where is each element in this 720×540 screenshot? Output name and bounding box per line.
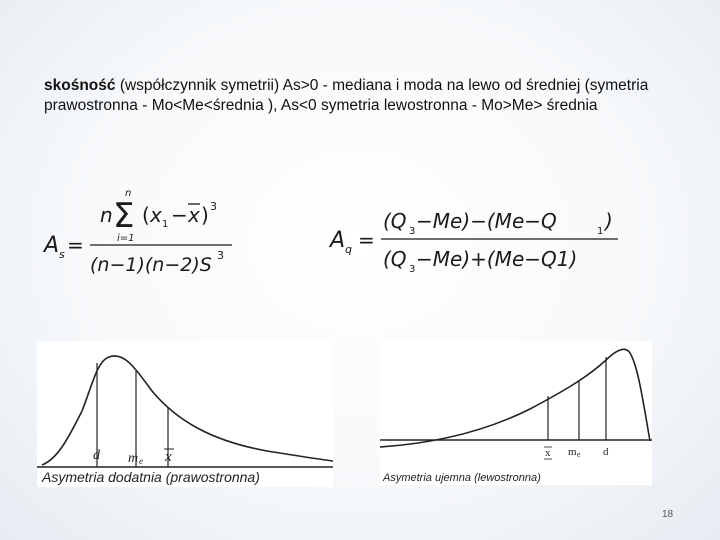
formula-as xyxy=(40,180,240,280)
svg-text:=: = xyxy=(358,228,375,252)
graph-left-skew xyxy=(380,341,652,485)
as-exp: 3 xyxy=(210,200,217,213)
as-x1-sub: 1 xyxy=(162,219,169,230)
label-d: d xyxy=(603,446,609,458)
description-body: (współczynnik symetrii) As>0 - mediana i moda na lewo od średniej (symetria prawostronna - Mo<Me<średnia ), As<0 symetria lewostronna - Mo>Me> średnia xyxy=(44,77,649,114)
sigma-symbol: Σ xyxy=(113,196,135,236)
aq-lhs: A xyxy=(330,228,346,253)
aq-den-sub3: 3 xyxy=(409,264,416,275)
label-d: d xyxy=(93,448,100,463)
as-den-exp: 3 xyxy=(217,249,224,262)
aq-num-q3: (Q xyxy=(383,209,407,233)
as-sum-top: n xyxy=(125,188,132,199)
label-me: m xyxy=(568,446,577,458)
aq-num-end: ) xyxy=(605,209,613,233)
density-curve-right-skew xyxy=(42,356,333,465)
as-denominator: (n−1)(n−2)S xyxy=(90,254,212,276)
as-x1: x xyxy=(150,203,162,227)
term-skewness: skośność xyxy=(44,77,116,94)
as-sum-bottom: i=1 xyxy=(117,233,135,244)
aq-den-rest: −Me)+(Me−Q1) xyxy=(416,247,578,271)
as-xbar: x xyxy=(188,203,200,227)
as-n: n xyxy=(100,203,113,227)
svg-text:(: ( xyxy=(142,203,150,227)
page-number: 18 xyxy=(662,509,674,520)
aq-num-sub1: 1 xyxy=(597,226,604,237)
density-curve-left-skew xyxy=(380,349,650,447)
caption-left-skew: Asymetria ujemna (lewostronna) xyxy=(383,472,541,484)
description-text xyxy=(44,76,654,116)
aq-den-q3: (Q xyxy=(383,247,407,271)
formula-aq xyxy=(328,200,628,275)
graph-right-skew xyxy=(37,341,333,487)
label-me: m xyxy=(128,451,139,466)
label-xbar: x xyxy=(165,449,172,465)
label-me-sub: e xyxy=(577,450,581,459)
svg-text:=: = xyxy=(67,233,84,257)
caption-right-skew: Asymetria dodatnia (prawostronna) xyxy=(42,469,260,485)
aq-lhs-sub: q xyxy=(345,243,352,256)
svg-text:−: − xyxy=(171,203,188,227)
aq-num-sub3: 3 xyxy=(409,226,416,237)
as-lhs: A xyxy=(44,233,60,258)
aq-num-mid: −Me)−(Me−Q xyxy=(416,209,557,233)
label-me-sub: e xyxy=(139,456,143,466)
svg-text:): ) xyxy=(201,203,209,227)
label-xbar: x xyxy=(545,447,551,459)
as-lhs-sub: s xyxy=(59,248,65,261)
